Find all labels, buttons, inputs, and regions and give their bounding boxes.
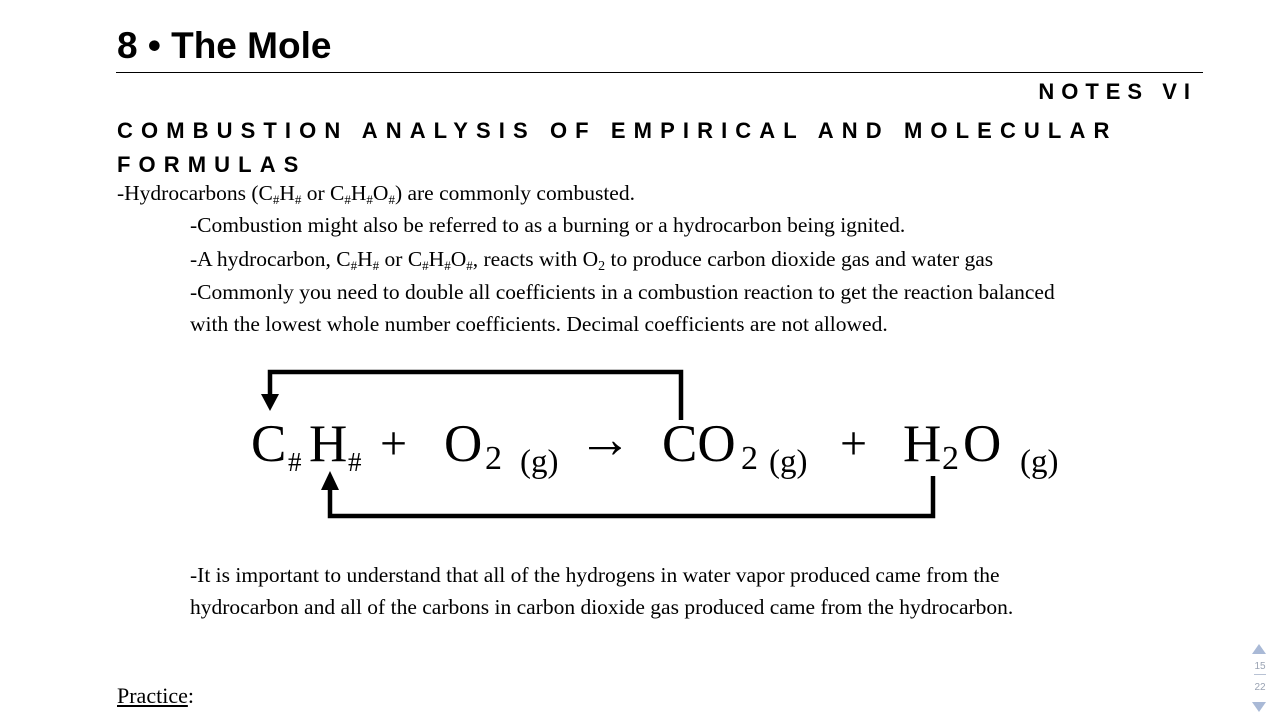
next-page-arrow-icon[interactable]	[1252, 702, 1266, 712]
eq-o2-state: (g)	[520, 444, 559, 480]
eq-h: H	[309, 415, 348, 473]
hydrogen-path-line	[330, 476, 933, 516]
practice-heading: Practice:	[117, 683, 194, 708]
notes-label: NOTES VI	[1038, 79, 1197, 104]
eq-o2: O	[444, 415, 483, 473]
eq-plus-1: +	[380, 417, 408, 470]
bullet-reacts-with-oxygen: -A hydrocarbon, $C_{\#}H_{\#}$ or $C_{\#}H_{\#}O_{\#}$, reacts with $O_2$ to produce carbon dioxide gas and water gas	[190, 247, 994, 274]
previous-page-arrow-icon[interactable]	[1252, 644, 1266, 654]
bullet-hydrogen-carbon-origin: -It is important to understand that all of the hydrogens in water vapor produced came from the hydrocarbon and all of the carbons in carbon dioxide gas produced came from the hydrocarbon.	[190, 563, 1014, 619]
bullet-combustion-definition: -Combustion might also be referred to as a burning or a hydrocarbon being ignited.	[190, 213, 906, 237]
eq-co2-sub: 2	[741, 440, 758, 477]
eq-c-sub: #	[288, 447, 302, 477]
eq-co2: CO	[662, 415, 736, 473]
page-navigator	[1247, 640, 1273, 720]
section-heading: COMBUSTION ANALYSIS OF EMPIRICAL AND MOLECULAR FORMULAS	[117, 118, 1118, 177]
hydrogen-arrowhead	[321, 471, 339, 490]
eq-plus-2: +	[840, 417, 868, 470]
eq-h2o-state: (g)	[1020, 444, 1059, 480]
eq-h2o-o: O	[963, 415, 1002, 473]
eq-c: C	[251, 415, 287, 473]
eq-h2o-h: H	[903, 415, 942, 473]
eq-co2-state: (g)	[769, 444, 808, 480]
eq-h-sub: #	[348, 447, 362, 477]
page-number-divider	[1254, 674, 1266, 675]
current-page-number: 15	[1254, 661, 1266, 672]
eq-arrow: →	[578, 409, 632, 469]
total-page-count: 22	[1254, 682, 1266, 693]
bullet-hydrocarbons: -Hydrocarbons ($C_{\#}H_{\#}$ or $C_{\#}H_{\#}O_{\#}$) are commonly combusted.	[117, 181, 635, 207]
bullet-double-coefficients: -Commonly you need to double all coefficients in a combustion reaction to get the reaction balanced with the lowest whole number coefficients. Decimal coefficients are not allowed.	[190, 280, 1055, 336]
eq-h2o-sub: 2	[942, 440, 959, 477]
carbon-arrowhead	[261, 394, 279, 411]
eq-o2-sub: 2	[485, 440, 502, 477]
chapter-title: 8 • The Mole	[117, 25, 332, 66]
